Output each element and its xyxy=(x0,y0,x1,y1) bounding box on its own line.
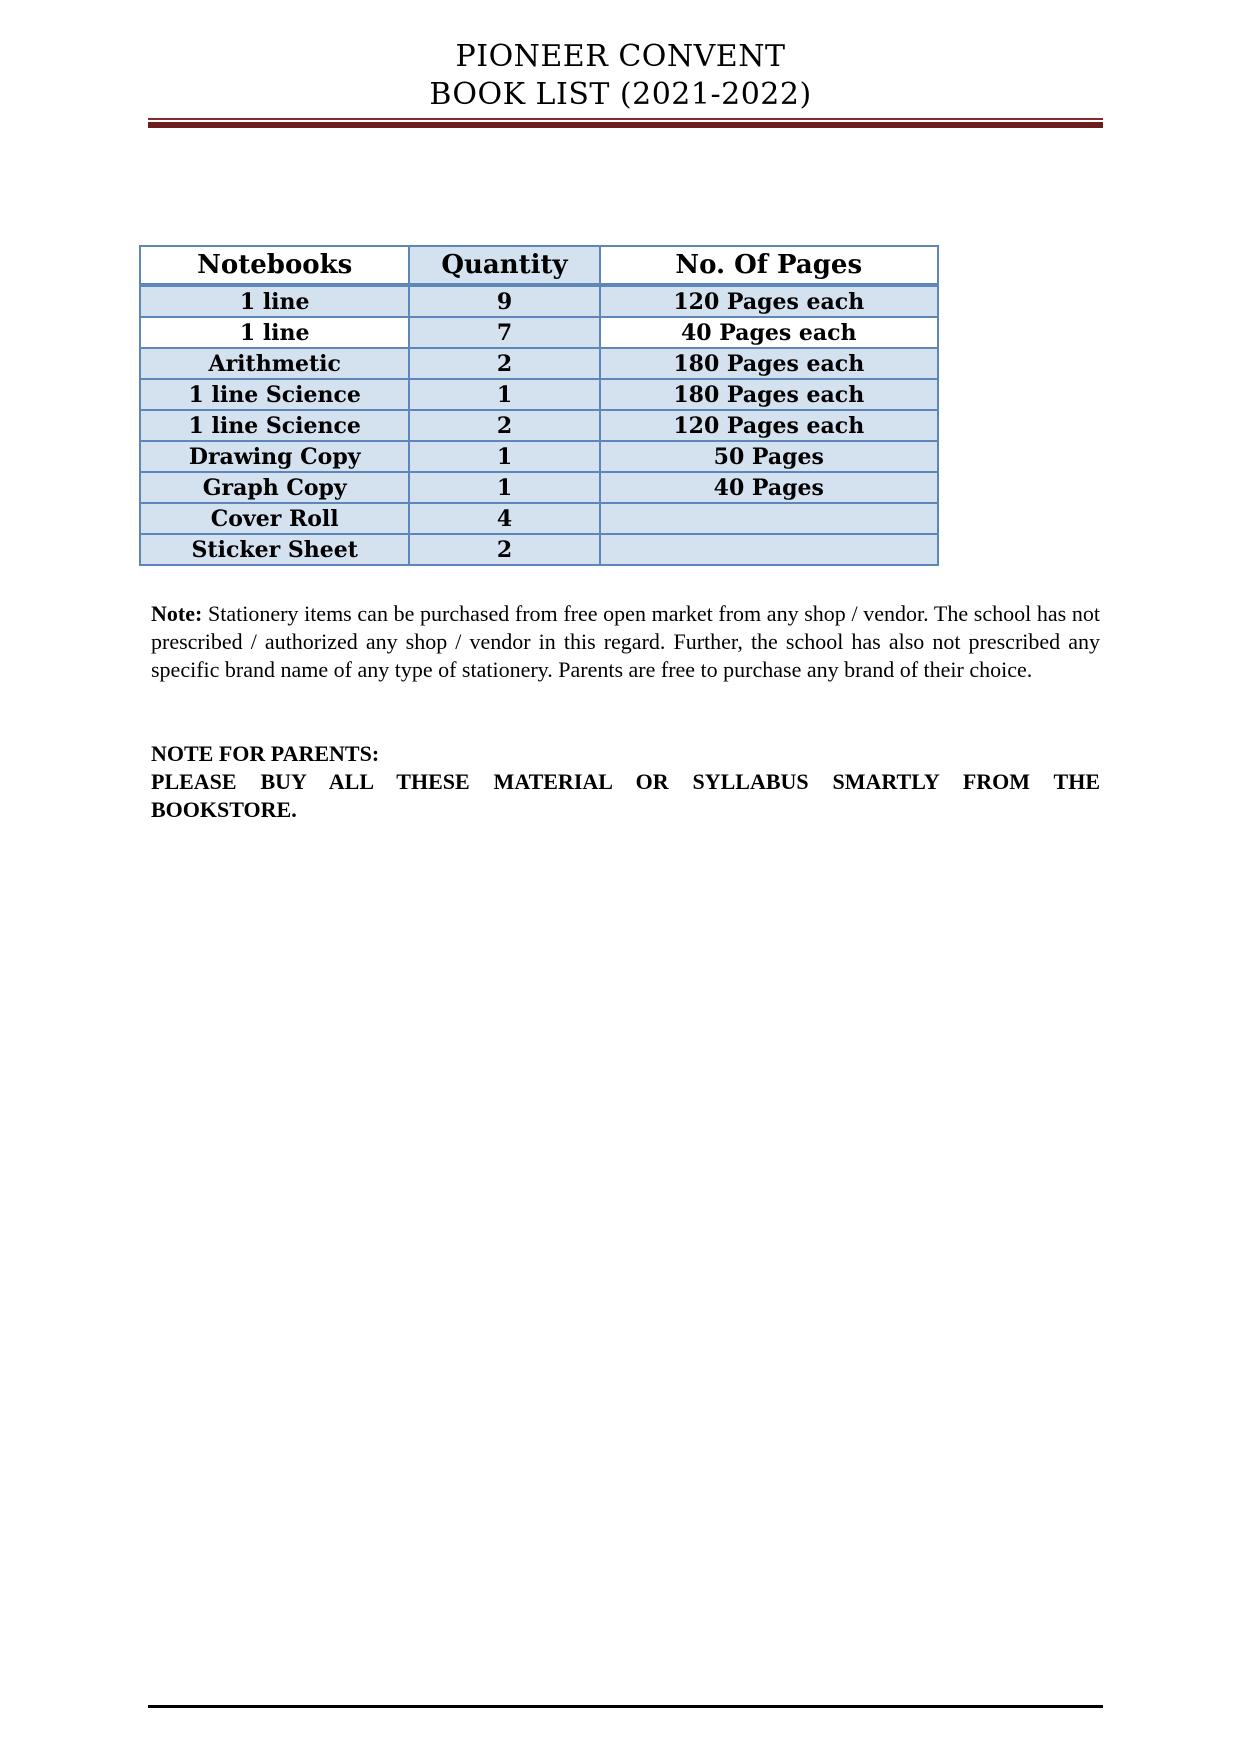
quantity-cell: 2 xyxy=(409,348,599,379)
parents-note-heading: NOTE FOR PARENTS: xyxy=(151,741,380,766)
table-row xyxy=(140,503,938,534)
quantity-cell: 7 xyxy=(409,317,599,348)
document-header xyxy=(0,38,1241,114)
pages-cell: 180 Pages each xyxy=(600,379,938,410)
parents-note-line2: BOOKSTORE. xyxy=(151,797,297,822)
notebook-cell: 1 line xyxy=(140,317,409,348)
notebook-table xyxy=(139,245,939,566)
notebook-cell: 1 line Science xyxy=(140,379,409,410)
pages-cell xyxy=(600,503,938,534)
table-row xyxy=(140,348,938,379)
quantity-cell: 1 xyxy=(409,472,599,503)
pages-cell: 50 Pages xyxy=(600,441,938,472)
stationery-note xyxy=(151,600,1100,684)
document-title: BOOK LIST (2021-2022) xyxy=(429,77,812,112)
quantity-cell: 4 xyxy=(409,503,599,534)
notebook-cell: Cover Roll xyxy=(140,503,409,534)
header-pages: No. Of Pages xyxy=(600,246,938,285)
quantity-cell: 2 xyxy=(409,534,599,565)
pages-cell: 120 Pages each xyxy=(600,410,938,441)
table-row xyxy=(140,379,938,410)
table-row xyxy=(140,472,938,503)
pages-cell xyxy=(600,534,938,565)
notebook-cell: 1 line Science xyxy=(140,410,409,441)
parents-note-line1: PLEASE BUY ALL THESE MATERIAL OR SYLLABUS SMARTLY FROM THE xyxy=(151,769,1100,794)
pages-cell: 180 Pages each xyxy=(600,348,938,379)
table-row xyxy=(140,534,938,565)
pages-cell: 40 Pages each xyxy=(600,317,938,348)
pages-cell: 120 Pages each xyxy=(600,285,938,317)
table-row xyxy=(140,285,938,317)
table-row xyxy=(140,317,938,348)
table-row xyxy=(140,410,938,441)
header-quantity: Quantity xyxy=(409,246,599,285)
note-text: Stationery items can be purchased from free open market from any shop / vendor. The school has not prescribed / authorized any shop / vendor in this regard. Further, the school has also not prescribed any specific brand name of any type of stationery. Parents are free to purchase any brand of their choice. xyxy=(151,601,1100,682)
header-rule-thick xyxy=(148,122,1103,128)
header-rule-thin xyxy=(148,118,1103,120)
table-header-row xyxy=(140,246,938,285)
quantity-cell: 1 xyxy=(409,379,599,410)
notebook-cell: Graph Copy xyxy=(140,472,409,503)
school-name: PIONEER CONVENT xyxy=(455,39,786,74)
table-row xyxy=(140,441,938,472)
notebook-cell: Drawing Copy xyxy=(140,441,409,472)
parents-note xyxy=(151,740,1100,824)
note-label: Note: xyxy=(151,601,203,626)
footer-rule xyxy=(148,1705,1103,1708)
notebook-cell: 1 line xyxy=(140,285,409,317)
notebook-cell: Sticker Sheet xyxy=(140,534,409,565)
quantity-cell: 9 xyxy=(409,285,599,317)
header-notebooks: Notebooks xyxy=(140,246,409,285)
pages-cell: 40 Pages xyxy=(600,472,938,503)
notebook-cell: Arithmetic xyxy=(140,348,409,379)
quantity-cell: 2 xyxy=(409,410,599,441)
quantity-cell: 1 xyxy=(409,441,599,472)
